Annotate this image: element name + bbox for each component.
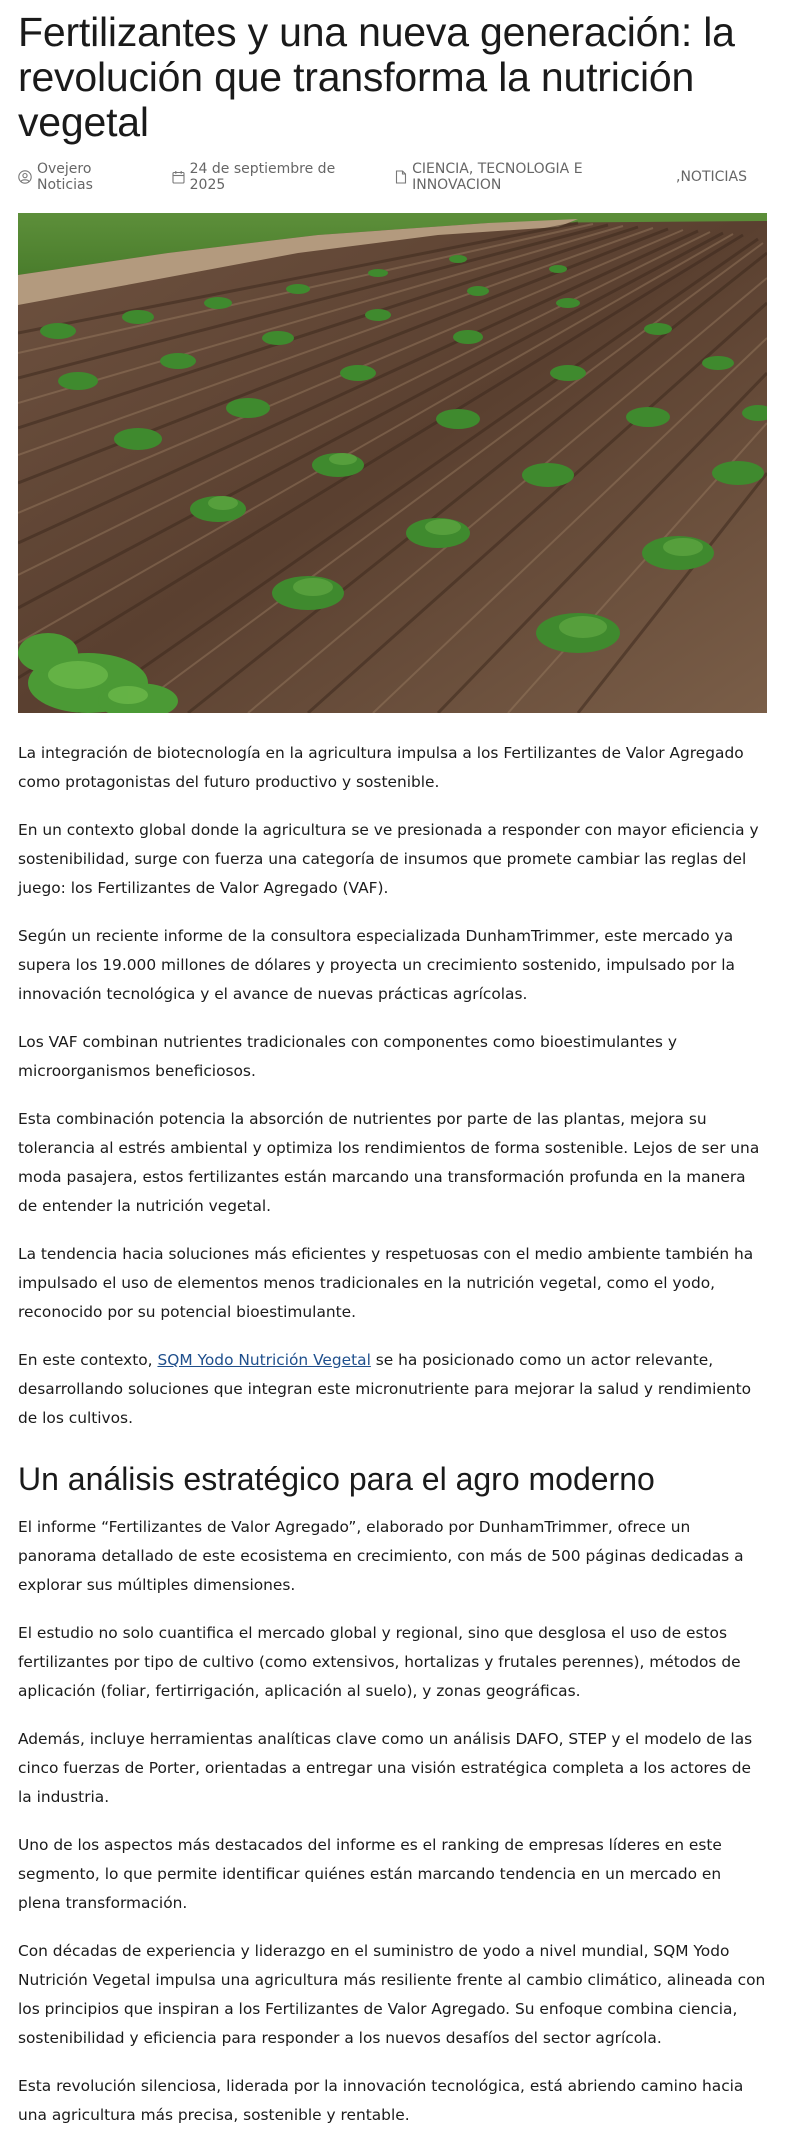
paragraph: Además, incluye herramientas analíticas clave como un análisis DAFO, STEP y el modelo de las cinco fuerzas de Porter, orientadas a entregar una visión estratégica completa a los actores de la industria. — [18, 1730, 753, 1806]
section-heading: Un análisis estratégico para el agro moderno — [18, 1461, 655, 1497]
featured-image — [18, 213, 767, 713]
calendar-icon — [172, 170, 185, 184]
paragraph: La integración de biotecnología en la agricultura impulsa a los Fertilizantes de Valor Agregado como protagonistas del futuro productivo y sostenible. — [18, 744, 744, 791]
article-body — [18, 739, 767, 2130]
post-meta — [18, 161, 767, 193]
paragraph-with-link — [18, 1346, 767, 1433]
paragraph: Esta combinación potencia la absorción de nutrientes por parte de las plantas, mejora su tolerancia al estrés ambiental y optimiza los rendimientos de forma sostenible. Lejos de ser una moda pasajera, estos fertilizantes están marcando una transformación profunda en la manera de entender la nutrición vegetal. — [18, 1110, 760, 1215]
sqm-link[interactable]: SQM Yodo Nutrición Vegetal — [157, 1351, 371, 1369]
meta-categories — [395, 161, 747, 193]
meta-date-label: 24 de septiembre de 2025 — [189, 161, 336, 193]
user-circle-icon — [18, 170, 32, 184]
paragraph: En un contexto global donde la agricultura se ve presionada a responder con mayor eficiencia y sostenibilidad, surge con fuerza una categoría de insumos que promete cambiar las reglas del juego: los Fertilizantes de Valor Agregado (VAF). — [18, 821, 759, 897]
paragraph: La tendencia hacia soluciones más eficientes y respetuosas con el medio ambiente también ha impulsado el uso de elementos menos tradicionales en la nutrición vegetal, como el yodo, reconocido por su potencial bioestimulante. — [18, 1245, 754, 1321]
meta-date — [172, 161, 375, 193]
link-paragraph-before: En este contexto, — [18, 1351, 158, 1369]
category-link-ciencia[interactable]: CIENCIA, TECNOLOGIA E INNOVACION — [412, 161, 583, 193]
link-paragraph-after: se ha posicionado como un actor relevante, desarrollando soluciones que integran este micronutriente para mejorar la salud y rendimiento de los cultivos. — [18, 1351, 752, 1427]
paragraph: Con décadas de experiencia y liderazgo en el suministro de yodo a nivel mundial, SQM Yodo Nutrición Vegetal impulsa una agricultura más resiliente frente al cambio climático, alineada con los principios que inspiran a los Fertilizantes de Valor Agregado. Su enfoque combina ciencia, sostenibilidad y eficiencia para responder a los nuevos desafíos del sector agrícola. — [18, 1942, 766, 2047]
paragraph: El estudio no solo cuantifica el mercado global y regional, sino que desglosa el uso de estos fertilizantes por tipo de cultivo (como extensivos, hortalizas y frutales perennes), métodos de aplicación (foliar, fertirrigación, aplicación al suelo), y zonas geográficas. — [18, 1624, 741, 1700]
field-photo — [18, 213, 767, 713]
paragraph: Los VAF combinan nutrientes tradicionales con componentes como bioestimulantes y microorganismos beneficiosos. — [18, 1033, 677, 1080]
paragraph: Esta revolución silenciosa, liderada por la innovación tecnológica, está abriendo camino hacia una agricultura más precisa, sostenible y rentable. — [18, 2077, 744, 2124]
category-separator: , — [676, 169, 681, 185]
paragraph: El informe “Fertilizantes de Valor Agregado”, elaborado por DunhamTrimmer, ofrece un panorama detallado de este ecosistema en crecimiento, con más de 500 páginas dedicadas a explorar sus múltiples dimensiones. — [18, 1518, 744, 1594]
category-link-noticias[interactable]: NOTICIAS — [680, 169, 747, 185]
paragraph: Uno de los aspectos más destacados del informe es el ranking de empresas líderes en este segmento, lo que permite identificar quiénes están marcando tendencia en un mercado en plena transformación. — [18, 1836, 722, 1912]
document-icon — [395, 170, 407, 184]
paragraph: Según un reciente informe de la consultora especializada DunhamTrimmer, este mercado ya supera los 19.000 millones de dólares y proyecta un crecimiento sostenido, impulsado por la innovación tecnológica y el avance de nuevas prácticas agrícolas. — [18, 927, 735, 1003]
meta-author[interactable] — [18, 161, 152, 193]
article-title: Fertilizantes y una nueva generación: la revolución que transforma la nutrición vegetal — [18, 9, 735, 145]
meta-author-label[interactable]: Ovejero Noticias — [36, 161, 93, 193]
